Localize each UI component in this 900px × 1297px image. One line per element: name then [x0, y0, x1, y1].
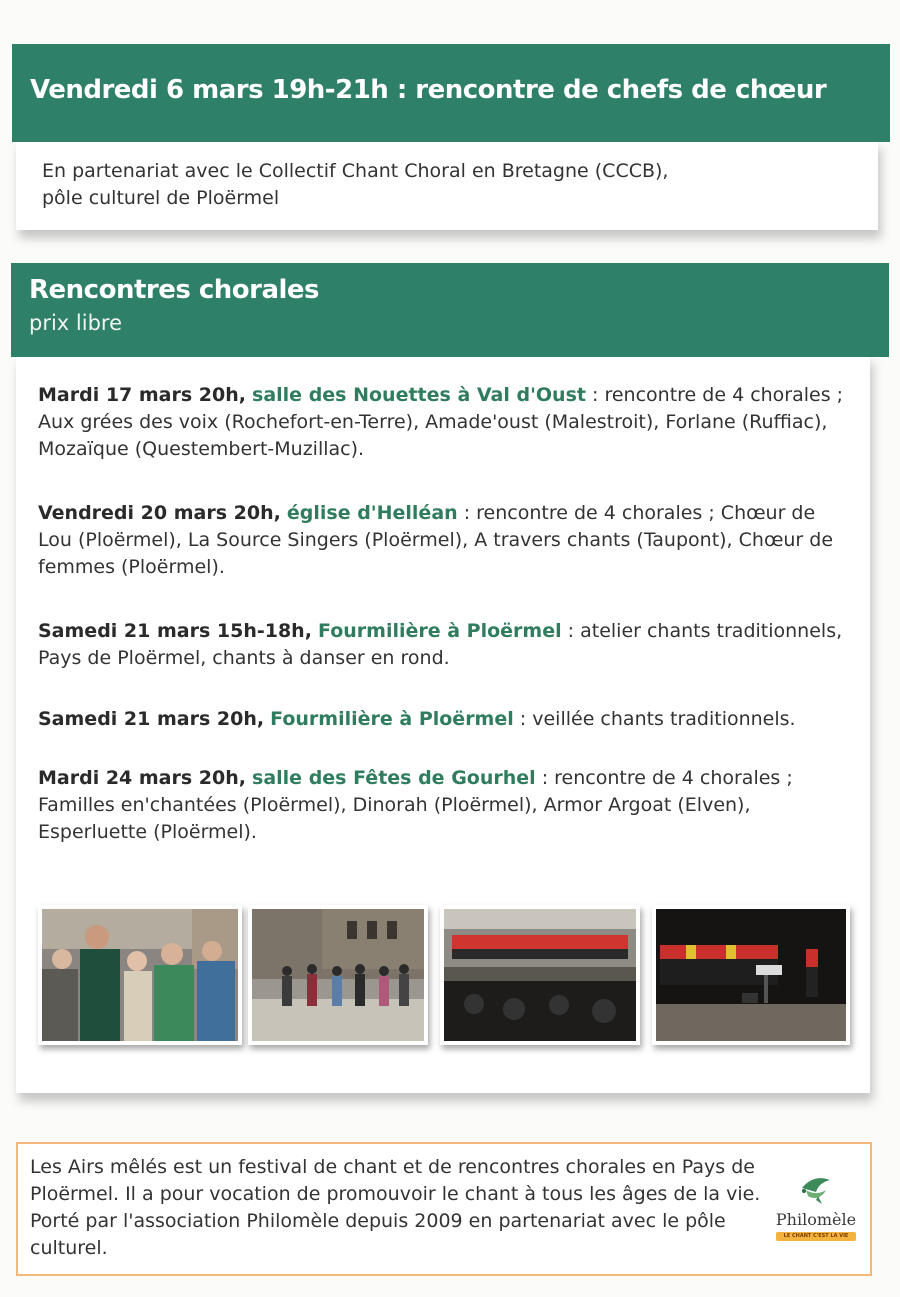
photo-stage-choir: [440, 905, 640, 1045]
logo-tagline: LE CHANT C'EST LA VIE: [776, 1232, 856, 1241]
section2-subtitle: prix libre: [29, 311, 122, 335]
photo-choir-singing: [38, 905, 242, 1045]
festival-description: Les Airs mêlés est un festival de chant et de rencontres chorales en Pays de Ploërmel. Il a pour vocation de promouvoir le chant à tous les âges de la vie. Porté par l'association Philomèle depuis 2009 en partenariat avec le pôle culturel.: [30, 1156, 761, 1259]
event-place: salle des Fêtes de Gourhel: [252, 767, 536, 789]
event-date: Samedi 21 mars 15h-18h,: [38, 620, 312, 642]
partnership-text: [42, 158, 842, 212]
event-date: Mardi 17 mars 20h,: [38, 384, 246, 406]
logo-name: Philomèle: [775, 1210, 857, 1229]
section1-banner: [12, 44, 890, 142]
partnership-line-1: En partenariat avec le Collectif Chant Choral en Bretagne (CCCB),: [42, 160, 669, 182]
event-item: [38, 618, 844, 672]
choral-events-card: [16, 355, 870, 1093]
photo-outdoor-dance: [248, 905, 428, 1045]
event-date: Samedi 21 mars 20h,: [38, 708, 265, 730]
event-place: église d'Helléan: [286, 502, 458, 524]
section1-title: Vendredi 6 mars 19h-21h : rencontre de chefs de chœur: [30, 75, 827, 105]
event-description: : atelier chants traditionnels, Pays de Ploërmel, chants à danser en rond.: [38, 620, 843, 669]
event-description: : veillée chants traditionnels.: [513, 708, 796, 730]
event-date: Mardi 24 mars 20h,: [38, 767, 246, 789]
photo-concert-choir: [652, 905, 850, 1045]
event-place: Fourmilière à Ploërmel: [270, 708, 514, 730]
event-item: [38, 382, 844, 463]
section2-title: Rencontres chorales: [29, 275, 320, 305]
bird-icon: [796, 1174, 836, 1208]
partnership-card: [16, 140, 878, 230]
event-place: salle des Nouettes à Val d'Oust: [252, 384, 586, 406]
event-description: : rencontre de 4 chorales ; Familles en'chantées (Ploërmel), Dinorah (Ploërmel), Armor Argoat (Elven), Esperluette (Ploërmel).: [38, 767, 793, 843]
philomele-logo: [770, 1174, 862, 1244]
event-place: Fourmilière à Ploërmel: [317, 620, 562, 642]
event-item: [38, 765, 844, 846]
event-description: : rencontre de 4 chorales ; Aux grées des voix (Rochefort-en-Terre), Amade'oust (Malestroit), Forlane (Ruffiac), Mozaïque (Questembert-Muzillac).: [38, 384, 844, 460]
event-date: Vendredi 20 mars 20h,: [38, 502, 281, 524]
festival-info-box: [16, 1142, 872, 1276]
partnership-line-2: pôle culturel de Ploërmel: [42, 187, 280, 209]
event-item: [38, 706, 844, 733]
event-item: [38, 500, 844, 581]
section2-banner: [11, 263, 889, 357]
event-description: : rencontre de 4 chorales ; Chœur de Lou (Ploërmel), La Source Singers (Ploërmel), A travers chants (Taupont), Chœur de femmes (Ploërmel).: [38, 502, 834, 578]
